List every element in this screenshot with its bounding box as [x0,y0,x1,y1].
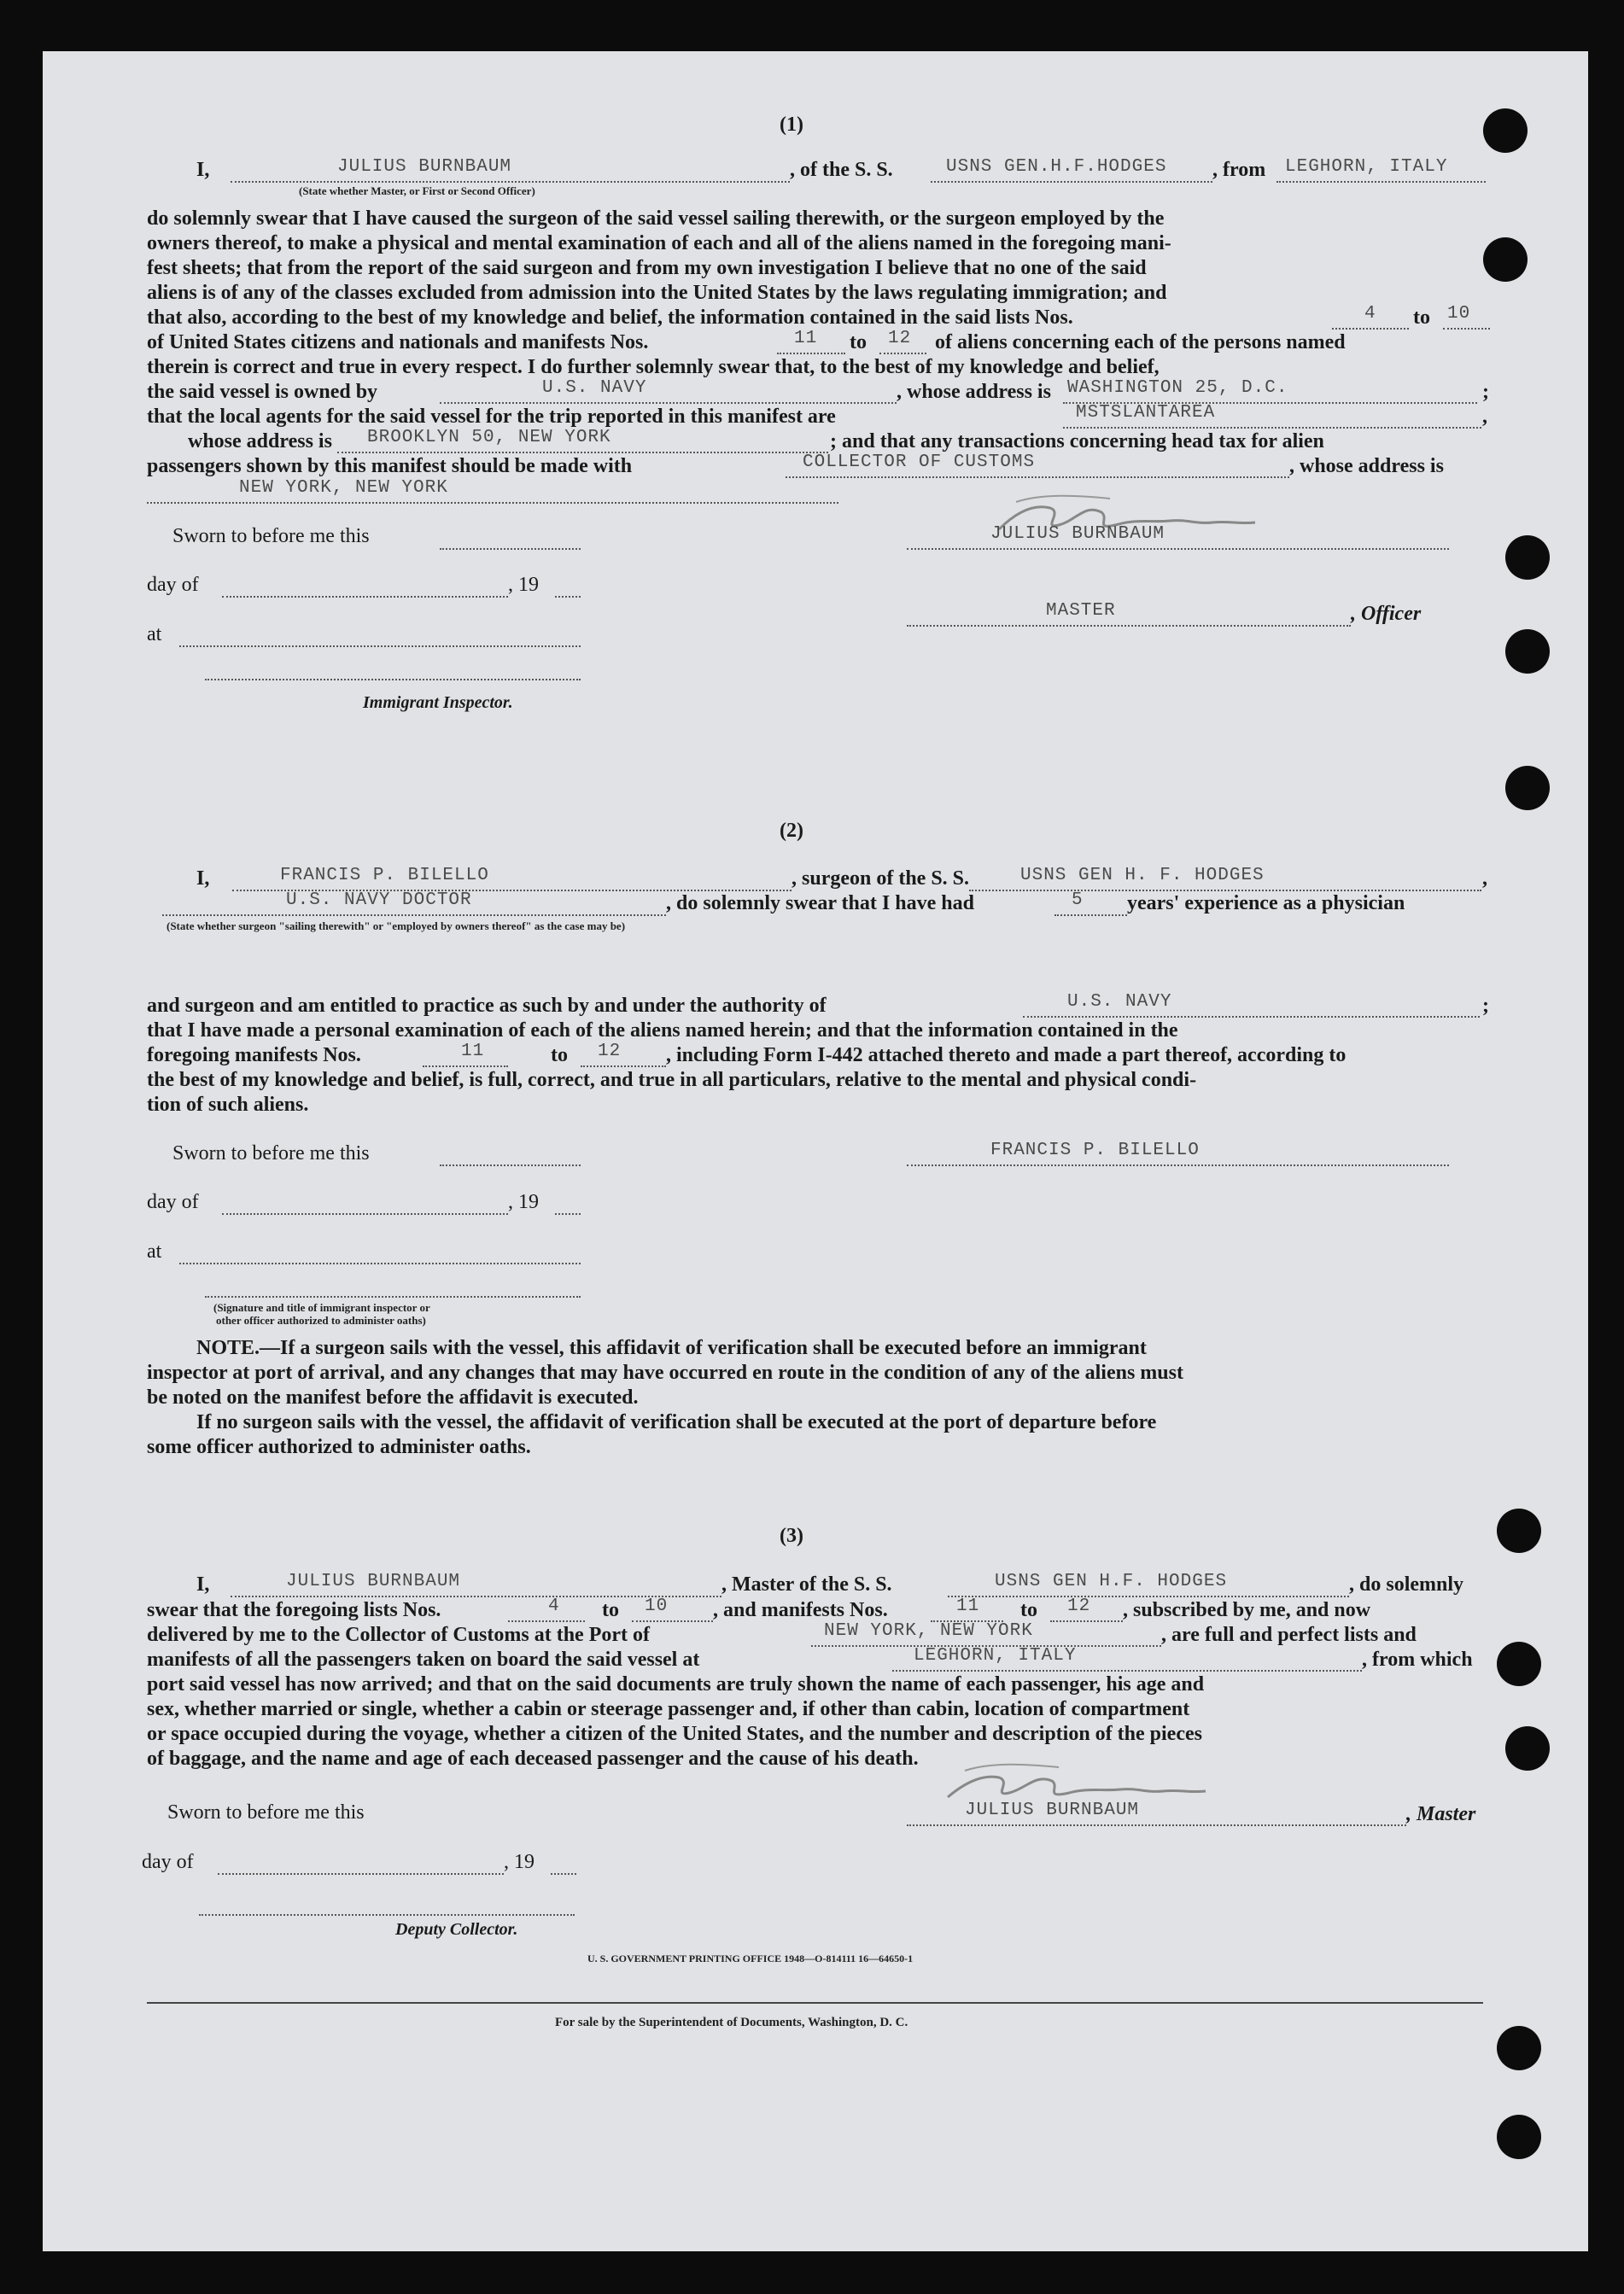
s1-collector-addr-value: NEW YORK, NEW YORK [239,478,448,498]
s1-owner-value: U.S. NAVY [542,378,647,398]
s1-from-label: , from [1212,159,1266,181]
s1-port-value: LEGHORN, ITALY [1285,157,1448,177]
s1-sworn-label: Sworn to before me this [172,525,370,547]
s2-note-line-3: be noted on the manifest before the affidavit is executed. [147,1386,639,1409]
s1-inspector-line [205,677,581,680]
s2-note-line-2: inspector at port of arrival, and any changes that may have occurred en route in the condition of any of the aliens must [147,1362,1183,1384]
s3-line-3b: , are full and perfect lists and [1161,1624,1417,1646]
s2-man-to-field [581,1047,666,1067]
s1-line-8a: the said vessel is owned by [147,381,378,403]
s3-to-2: to [1020,1599,1037,1621]
s3-collector-line [199,1912,575,1916]
s3-line-8: of baggage, and the name and age of each deceased passenger and the cause of his death. [147,1748,919,1770]
s1-line-4: aliens is of any of the classes excluded from admission into the United States by the laws regulating immigration; and [147,282,1167,304]
s1-line-1: do solemnly swear that I have caused the surgeon of the said vessel sailing therewith, or the surgeon employed by the [147,207,1165,230]
s1-man-from-value: 11 [794,329,818,348]
s3-signer-value: JULIUS BURNBAUM [965,1801,1140,1820]
punch-hole [1497,2026,1541,2070]
s3-man-to-value: 12 [1067,1596,1091,1616]
punch-hole [1483,108,1528,153]
s1-line-11b: , whose address is [1289,455,1444,477]
punch-hole [1497,1509,1541,1553]
s3-man-from-value: 11 [956,1596,980,1616]
s1-to-1: to [1413,306,1430,329]
s1-officer-label: , Officer [1351,603,1422,625]
s2-role-value: U.S. NAVY DOCTOR [286,890,472,910]
s2-comma: , [1482,867,1487,890]
s1-semi-1: ; [1482,381,1489,403]
s3-dayof-label: day of [142,1851,194,1873]
s1-name-value: JULIUS BURNBAUM [337,157,512,177]
s1-nineteen: , 19 [508,574,539,596]
s3-line-2a: swear that the foregoing lists Nos. [147,1599,441,1621]
s2-sworn-label: Sworn to before me this [172,1142,370,1165]
s1-man-to-value: 12 [888,329,912,348]
s3-line-2b: , and manifests Nos. [713,1599,888,1621]
s2-name-value: FRANCIS P. BILELLO [280,866,489,885]
s3-deputy-label: Deputy Collector. [395,1920,518,1939]
s1-agents-value: MSTSLANTAREA [1076,403,1216,423]
footer-rule [147,2002,1483,2004]
s3-to-1: to [602,1599,619,1621]
s2-nineteen: , 19 [508,1191,539,1213]
punch-hole [1497,1642,1541,1686]
s3-line-5: port said vessel has now arrived; and that on the said documents are truly shown the name of each passenger, his age and [147,1673,1205,1696]
s2-line-6: the best of my knowledge and belief, is full, correct, and true in all particulars, relative to the mental and physical condi- [147,1069,1197,1091]
s2-sig-note-1: (Signature and title of immigrant inspector or [213,1301,430,1314]
s3-line-4a: manifests of all the passengers taken on board the said vessel at [147,1649,700,1671]
s2-dayof-label: day of [147,1191,199,1213]
s2-state-note: (State whether surgeon "sailing therewith" or "employed by owners thereof" as the case may be) [166,919,626,932]
section-2-number: (2) [780,820,803,842]
s1-i-label: I, [196,159,210,181]
punch-hole [1505,629,1550,674]
s1-comma-1: , [1482,406,1487,428]
s3-do-solemnly: , do solemnly [1349,1573,1464,1596]
s1-line-7: therein is correct and true in every respect. I do further solemnly swear that, to the best of my knowledge and belief, [147,356,1160,378]
s3-line-7: or space occupied during the voyage, whether a citizen of the United States, and the number and description of the pieces [147,1723,1202,1745]
sale-line: For sale by the Superintendent of Documents, Washington, D. C. [555,2016,908,2029]
s2-to: to [551,1044,568,1066]
s2-line-3a: and surgeon and am entitled to practice as such by and under the authority of [147,995,827,1017]
s1-signer-value: JULIUS BURNBAUM [990,524,1165,544]
s2-sig-note-2: other officer authorized to administer oaths) [216,1314,426,1327]
s2-line-4: that I have made a personal examination of each of the aliens named herein; and that the information contained in the [147,1019,1178,1042]
s1-year-field [555,577,581,598]
section-1-number: (1) [780,114,803,136]
s1-at-label: at [147,623,162,645]
punch-hole [1505,766,1550,810]
s1-line-2: owners thereof, to make a physical and mental examination of each and all of the aliens named in the foregoing mani- [147,232,1171,254]
punch-hole [1497,2115,1541,2159]
s2-line-7: tion of such aliens. [147,1094,309,1116]
s1-line-3: fest sheets; that from the report of the said surgeon and from my own investigation I believe that no one of the said [147,257,1147,279]
s2-note-line-4: If no surgeon sails with the vessel, the affidavit of verification shall be executed at the port of departure before [196,1411,1157,1433]
s1-of-ss-label: , of the S. S. [790,159,893,181]
s2-years-value: 5 [1072,890,1084,910]
s2-inspector-line [205,1294,581,1298]
s2-authority-value: U.S. NAVY [1067,992,1172,1012]
punch-hole [1505,1726,1550,1771]
s1-collector-value: COLLECTOR OF CUSTOMS [803,452,1036,472]
s1-to-2: to [850,331,867,353]
s2-years-field [1054,896,1127,916]
s2-year-field [555,1194,581,1215]
s1-owner-field [440,383,897,404]
s3-line-6: sex, whether married or single, whether a cabin or steerage passenger and, if other than cabin, location of compartment [147,1698,1190,1720]
section-3-number: (3) [780,1525,803,1547]
punch-hole [1483,237,1528,282]
s3-year-field [551,1854,576,1875]
manifest-affidavit-page [43,51,1588,2251]
s1-owner-addr-value: WASHINGTON 25, D.C. [1067,378,1288,398]
s3-dayof-field [218,1854,504,1875]
s3-boarded-at-value: LEGHORN, ITALY [914,1646,1077,1666]
s1-line-10b: ; and that any transactions concerning head tax for alien [830,430,1324,452]
s2-sworn-field [440,1146,581,1166]
s3-list-from-field [508,1602,585,1622]
s1-agents-addr-value: BROOKLYN 50, NEW YORK [367,428,611,447]
s1-title-field [907,606,1351,627]
s1-line-10a: whose address is [188,430,332,452]
s1-line-5: that also, according to the best of my knowledge and belief, the information contained in the said lists Nos. [147,306,1073,329]
punch-hole [1505,535,1550,580]
s1-line-8b: , whose address is [897,381,1051,403]
s1-list-from-value: 4 [1364,304,1376,324]
s2-note-line-1: NOTE.—If a surgeon sails with the vessel, this affidavit of verification shall be executed before an immigrant [196,1337,1147,1359]
s1-inspector-label: Immigrant Inspector. [363,693,513,712]
s2-semi: ; [1482,995,1489,1017]
s2-at-label: at [147,1240,162,1263]
s2-line-5a: foregoing manifests Nos. [147,1044,361,1066]
s1-sworn-field [440,529,581,550]
s1-dayof-field [222,577,508,598]
s3-line-2c: , subscribed by me, and now [1123,1599,1371,1621]
s1-dayof-label: day of [147,574,199,596]
s2-vessel-value: USNS GEN H. F. HODGES [1020,866,1265,885]
s3-i-label: I, [196,1573,210,1596]
s3-line-3a: delivered by me to the Collector of Customs at the Port of [147,1624,650,1646]
s1-vessel-value: USNS GEN.H.F.HODGES [946,157,1167,177]
s2-note-line-5: some officer authorized to administer oaths. [147,1436,531,1458]
s3-list-to-value: 10 [645,1596,669,1616]
s3-list-from-value: 4 [548,1596,560,1616]
s3-sworn-label: Sworn to before me this [167,1801,365,1824]
s3-line-4b: , from which [1362,1649,1473,1671]
s1-line-11a: passengers shown by this manifest should be made with [147,455,633,477]
s3-nineteen: , 19 [504,1851,535,1873]
s2-man-from-value: 11 [461,1042,485,1061]
s1-title-value: MASTER [1046,601,1116,621]
s2-at-field [179,1244,581,1264]
s3-name-value: JULIUS BURNBAUM [286,1572,461,1591]
s2-swear-label: , do solemnly swear that I have had [666,892,974,914]
s3-vessel-value: USNS GEN H.F. HODGES [995,1572,1228,1591]
s1-at-field [179,627,581,647]
s1-list-to-value: 10 [1447,304,1471,324]
s1-line-6a: of United States citizens and nationals and manifests Nos. [147,331,649,353]
s2-man-to-value: 12 [598,1042,622,1061]
s3-master-of-label: , Master of the S. S. [721,1573,892,1596]
s3-port-of-value: NEW YORK, NEW YORK [824,1621,1033,1641]
s2-line-5b: , including Form I-442 attached thereto and made a part thereof, according to [666,1044,1347,1066]
s3-master-label: , Master [1406,1803,1476,1825]
s1-signer-field [907,529,1449,550]
s1-line-9a: that the local agents for the said vessel for the trip reported in this manifest are [147,406,836,428]
s1-line-6b: of aliens concerning each of the persons named [935,331,1346,353]
s2-surgeon-of-label: , surgeon of the S. S. [792,867,970,890]
s2-signer-value: FRANCIS P. BILELLO [990,1141,1200,1160]
printing-office-line: U. S. GOVERNMENT PRINTING OFFICE 1948—O-814111 16—64650-1 [587,1953,914,1964]
s2-dayof-field [222,1194,508,1215]
s1-state-note: (State whether Master, or First or Second Officer) [299,184,535,197]
s2-i-label: I, [196,867,210,890]
s2-exp-label: years' experience as a physician [1127,892,1405,914]
